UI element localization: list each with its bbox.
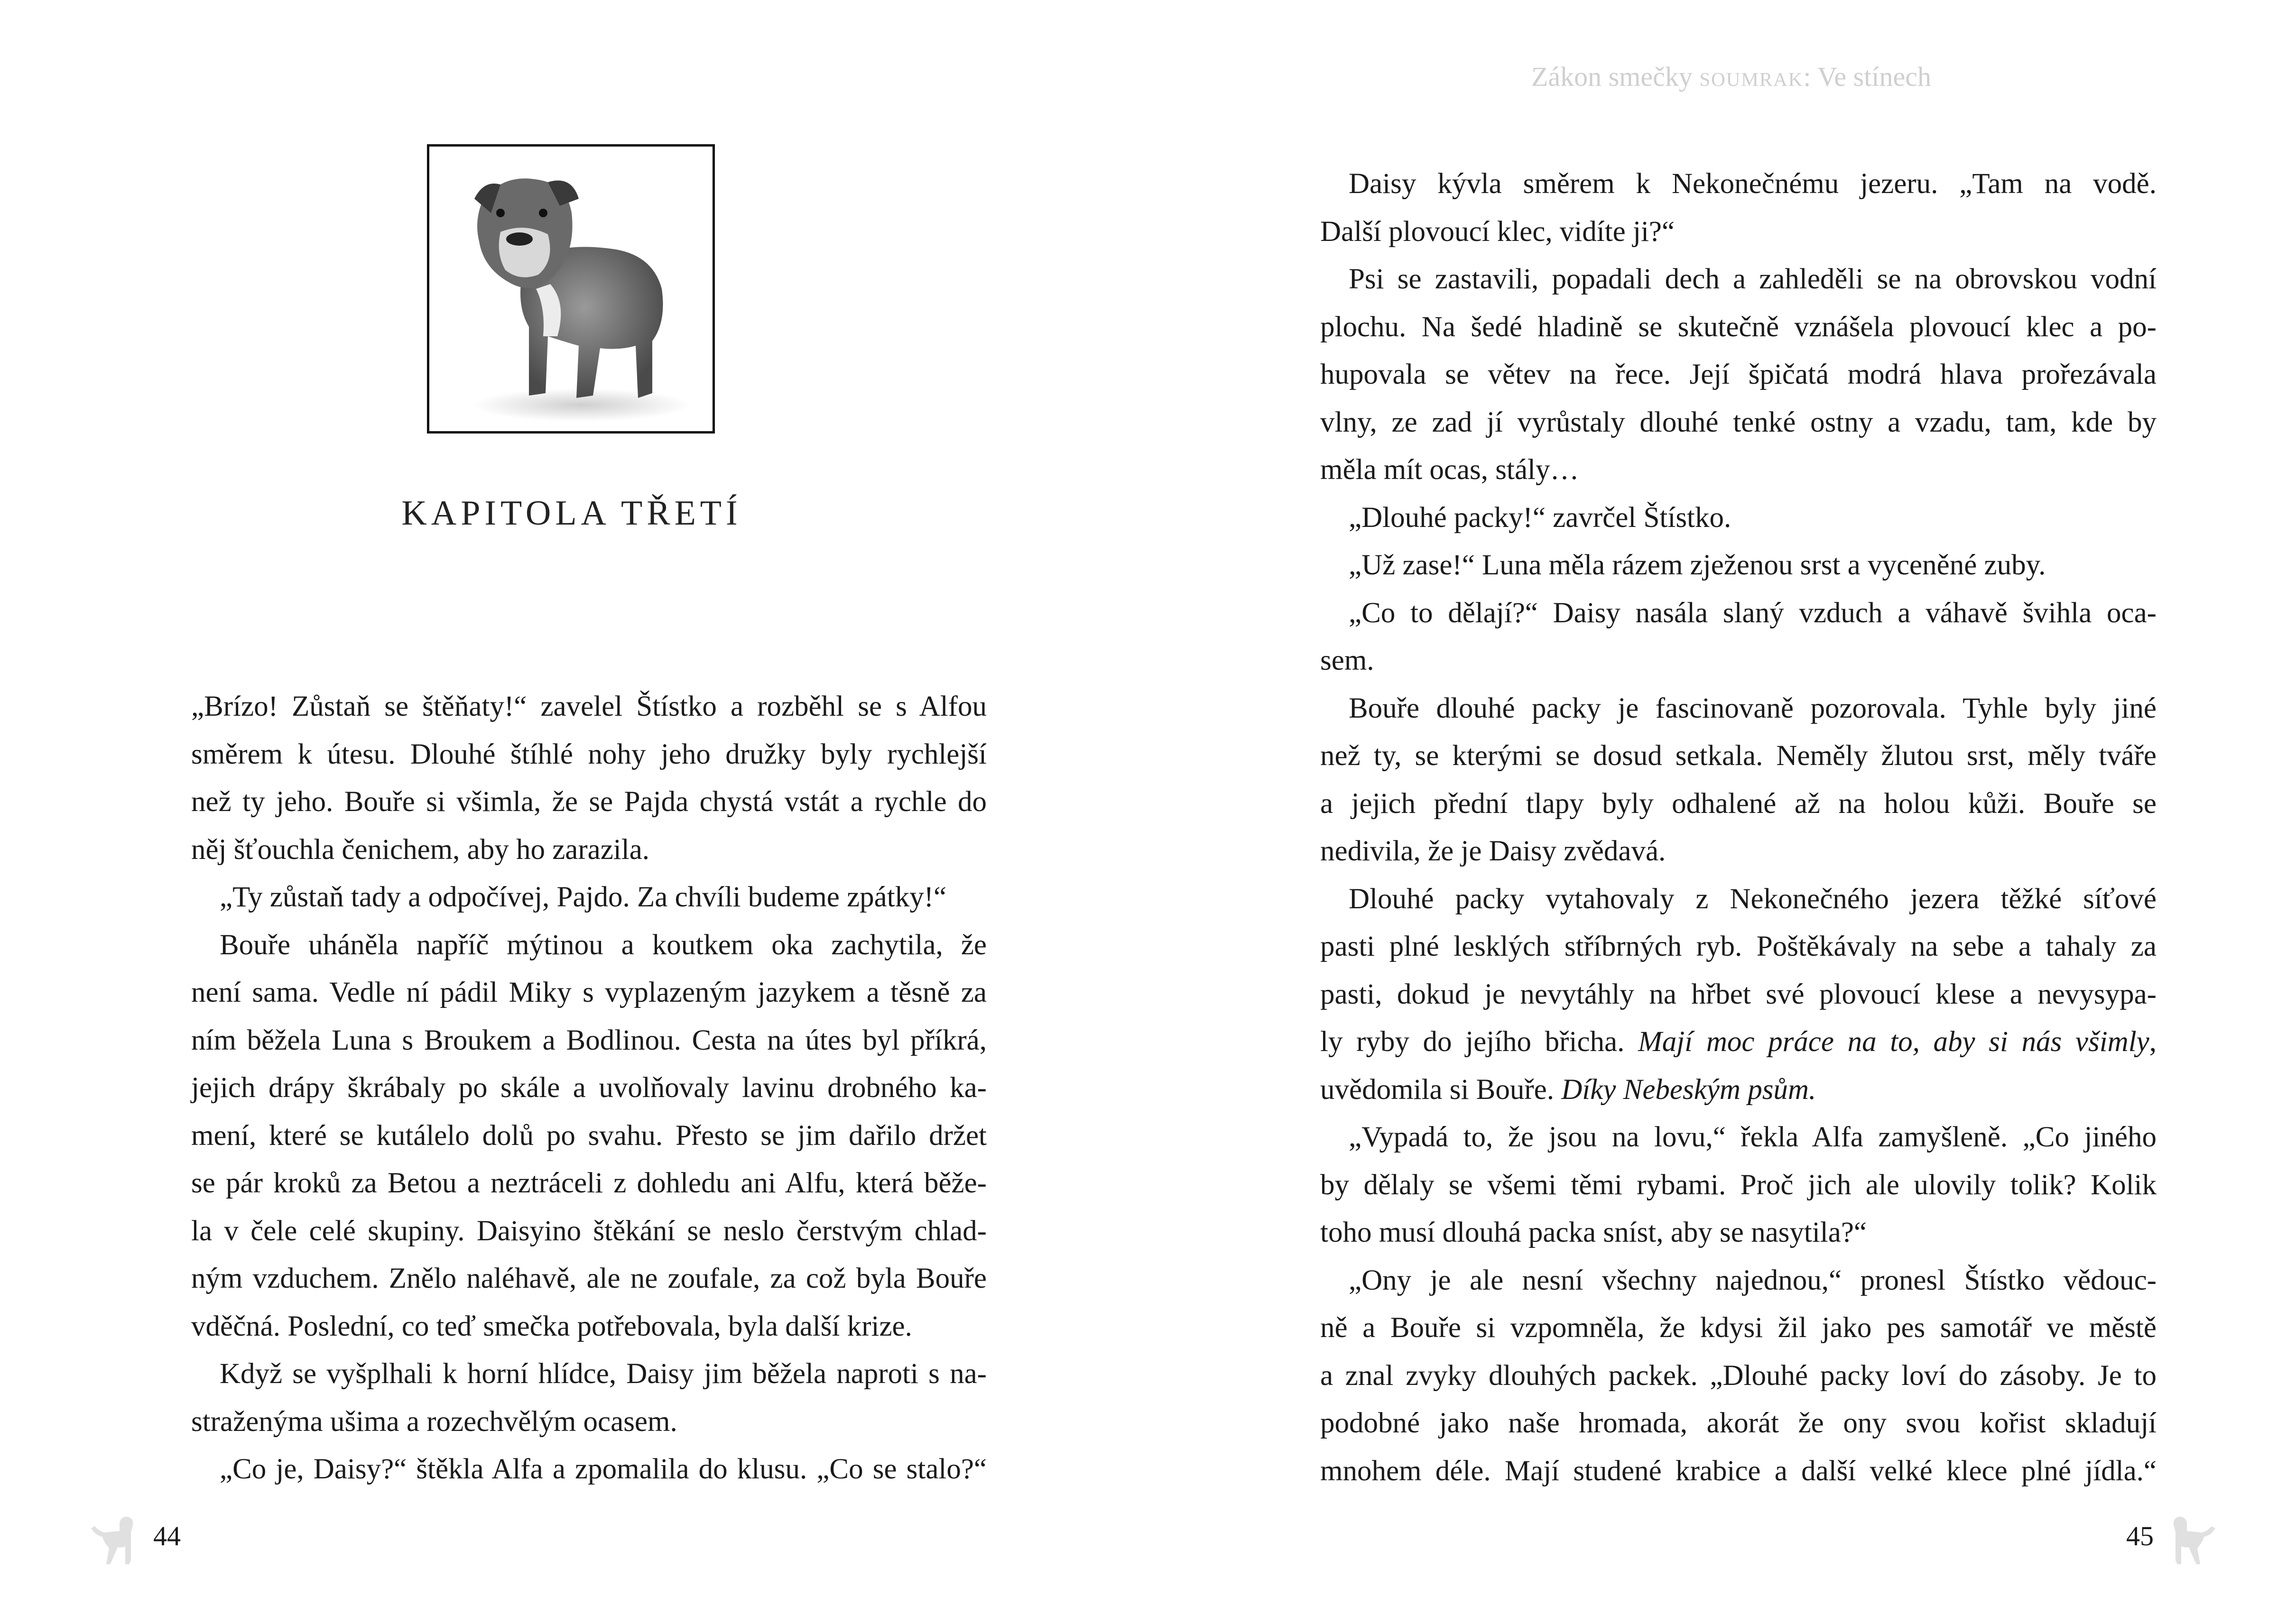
- text-line: Bouře uháněla napříč mýtinou a koutkem oka zachytila, že: [220, 929, 987, 961]
- text-line: měla mít ocas, stály…: [1320, 454, 1579, 486]
- text-line: mnohem déle. Mají studené krabice a další velké klece plné jídla.“: [1320, 1455, 2157, 1487]
- text-line: se pár kroků za Betou a neztráceli z dohledu ani Alfu, která běže-: [191, 1167, 987, 1199]
- text-line: hupovala se větev na řece. Její špičatá modrá hlava prořezávala: [1320, 359, 2157, 390]
- text-segment: ,: [2149, 1026, 2157, 1058]
- text-line: ně a Bouře si vzpomněla, že kdysi žil jako pes samotář ve městě: [1320, 1312, 2157, 1344]
- text-line: vděčná. Poslední, co teď smečka potřebovala, byla další krize.: [191, 1310, 912, 1342]
- text-line: ním běžela Luna s Broukem a Bodlinou. Cesta na útes byl příkrá,: [191, 1024, 987, 1056]
- text-line: „Už zase!“ Luna měla rázem zježenou srst a vyceněné zuby.: [1349, 549, 2046, 581]
- text-line: Další plovoucí klec, vidíte ji?“: [1320, 215, 1675, 248]
- text-line: není sama. Vedle ní pádil Miky s vyplazeným jazykem a těsně za: [191, 977, 987, 1008]
- text-line: Psi se zastavili, popadali dech a zahleděli se na obrovskou vodní: [1349, 263, 2157, 295]
- text-line: Když se vyšplhali k horní hlídce, Daisy jim běžela naproti s na-: [220, 1358, 987, 1390]
- text-line: [1320, 1066, 2157, 1114]
- text-line: toho musí dlouhá packa sníst, aby se nasytila?“: [1320, 1217, 1867, 1248]
- text-line: a znal zvyky dlouhých packek. „Dlouhé packy loví do zásoby. Je to: [1320, 1359, 2157, 1392]
- text-line: Bouře dlouhé packy je fascinovaně pozorovala. Tyhle byly jiné: [1349, 692, 2157, 724]
- text-line: než ty jeho. Bouře si všimla, že se Pajda chystá vstát a rychle do: [191, 786, 987, 818]
- italic-text: Díky Nebeským psům.: [1561, 1073, 1816, 1106]
- text-line: nedivila, že je Daisy zvědavá.: [1320, 835, 1666, 867]
- text-line: pasti plné lesklých stříbrných ryb. Poštěkávaly na sebe a tahaly za: [1320, 931, 2157, 962]
- text-line: „Co to dělají?“ Daisy nasála slaný vzduch a váhavě švihla oca-: [1349, 597, 2157, 629]
- text-line: by dělaly se všemi těmi rybami. Proč jich ale ulovily tolik? Kolik: [1320, 1169, 2157, 1201]
- text-line: „Dlouhé packy!“ zavrčel Štístko.: [1349, 501, 1731, 534]
- text-line: „Co je, Daisy?“ štěkla Alfa a zpomalila do klusu. „Co se stalo?“: [220, 1453, 987, 1485]
- right-page-body: [1320, 160, 2157, 1495]
- text-line: [1320, 1018, 2157, 1066]
- italic-text: Mají moc práce na to, aby si nás všimly: [1638, 1026, 2149, 1058]
- header-series: soumrak: [1699, 61, 1804, 92]
- text-line: plochu. Na šedé hladině se skutečně vznášela plovoucí klec a po-: [1320, 311, 2157, 343]
- text-line: a jejich přední tlapy byly odhalené až na holou kůži. Bouře se: [1320, 787, 2157, 820]
- text-line: vlny, ze zad jí vyrůstaly dlouhé tenké ostny a vzadu, tam, kde by: [1320, 406, 2157, 438]
- text-line: podobné jako naše hromada, akorát že ony svou kořist skladují: [1320, 1407, 2157, 1439]
- text-line: jejich drápy škrábaly po skále a uvolňovaly lavinu drobného ka-: [191, 1072, 987, 1104]
- bulldog-photo: [427, 144, 715, 434]
- header-subtitle: : Ve stínech: [1803, 61, 1931, 92]
- text-line: něj šťouchla čenichem, aby ho zarazila.: [191, 833, 650, 866]
- text-line: „Ony je ale nesní všechny najednou,“ pronesl Štístko vědouc-: [1349, 1264, 2157, 1296]
- text-line: než ty, se kterými se dosud setkala. Neměly žlutou srst, měly tváře: [1320, 740, 2157, 772]
- text-line: Dlouhé packy vytahovaly z Nekonečného jezera těžké síťové: [1349, 883, 2157, 915]
- left-page-body: [191, 683, 987, 1494]
- text-line: Daisy kývla směrem k Nekonečnému jezeru. „Tam na vodě.: [1349, 168, 2157, 200]
- dog-silhouette-icon: [90, 1513, 138, 1570]
- text-line: mení, které se kutálelo dolů po svahu. Přesto se jim dařilo držet: [191, 1119, 987, 1152]
- text-line: „Brízo! Zůstaň se štěňaty!“ zavelel Štístko a rozběhl se s Alfou: [191, 691, 987, 722]
- text-line: la v čele celé skupiny. Daisyino štěkání se neslo čerstvým chlad-: [191, 1215, 987, 1247]
- text-line: sem.: [1320, 645, 1374, 676]
- text-line: „Ty zůstaň tady a odpočívej, Pajdo. Za chvíli budeme zpátky!“: [220, 881, 947, 913]
- header-title: Zákon smečky: [1531, 61, 1700, 92]
- page-number-left: 44: [153, 1521, 181, 1551]
- running-header: [1531, 61, 1931, 92]
- text-line: ným vzduchem. Znělo naléhavě, ale ne zoufale, za což byla Bouře: [191, 1263, 987, 1294]
- text-segment: ly ryby do jejího břicha.: [1320, 1026, 1638, 1058]
- text-line: směrem k útesu. Dlouhé štíhlé nohy jeho družky byly rychlejší: [191, 738, 987, 770]
- page-number-right: 45: [2126, 1521, 2154, 1551]
- text-line: pasti, dokud je nevytáhly na hřbet své plovoucí klese a nevysypa-: [1320, 978, 2157, 1010]
- text-segment: uvědomila si Bouře.: [1320, 1073, 1562, 1106]
- text-line: „Vypadá to, že jsou na lovu,“ řekla Alfa zamyšleně. „Co jiného: [1349, 1121, 2157, 1153]
- chapter-title: KAPITOLA TŘETÍ: [401, 494, 742, 533]
- text-line: straženýma ušima a rozechvělým ocasem.: [191, 1405, 677, 1438]
- dog-silhouette-icon: [2169, 1513, 2216, 1570]
